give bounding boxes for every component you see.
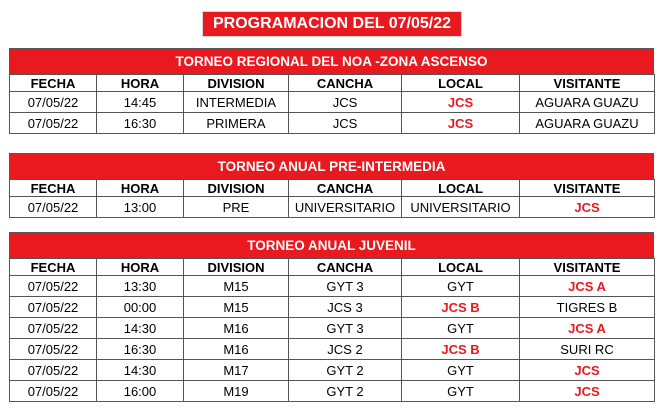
cell-local: JCS: [402, 92, 520, 113]
cell-cancha: UNIVERSITARIO: [289, 197, 402, 218]
header-fecha: FECHA: [10, 259, 97, 276]
header-cancha: CANCHA: [289, 180, 402, 197]
section-pre-intermedia: [9, 153, 654, 218]
cell-division: M16: [184, 339, 289, 360]
cell-hora: 14:30: [97, 318, 184, 339]
cell-visitante: SURI RC: [520, 339, 655, 360]
cell-cancha: JCS 2: [289, 339, 402, 360]
header-division: DIVISION: [184, 180, 289, 197]
cell-local: UNIVERSITARIO: [402, 197, 520, 218]
cell-hora: 14:45: [97, 92, 184, 113]
cell-hora: 16:30: [97, 113, 184, 134]
cell-visitante: JCS: [520, 360, 655, 381]
schedule-table: [9, 258, 655, 402]
header-fecha: FECHA: [10, 75, 97, 92]
table-row: [10, 113, 655, 134]
cell-fecha: 07/05/22: [10, 339, 97, 360]
cell-division: M19: [184, 381, 289, 402]
header-local: LOCAL: [402, 75, 520, 92]
section-title: TORNEO ANUAL PRE-INTERMEDIA: [9, 153, 654, 179]
table-row: [10, 381, 655, 402]
schedule-table: [9, 179, 655, 218]
header-visitante: VISITANTE: [520, 180, 655, 197]
cell-cancha: JCS: [289, 92, 402, 113]
header-row: [10, 180, 655, 197]
header-local: LOCAL: [402, 180, 520, 197]
page-title: PROGRAMACION DEL 07/05/22: [202, 11, 462, 37]
cell-hora: 13:00: [97, 197, 184, 218]
cell-local: JCS B: [402, 297, 520, 318]
cell-visitante: AGUARA GUAZU: [520, 92, 655, 113]
cell-visitante: JCS A: [520, 318, 655, 339]
header-cancha: CANCHA: [289, 75, 402, 92]
cell-division: M16: [184, 318, 289, 339]
cell-fecha: 07/05/22: [10, 197, 97, 218]
cell-local: GYT: [402, 276, 520, 297]
cell-cancha: GYT 3: [289, 276, 402, 297]
header-hora: HORA: [97, 259, 184, 276]
cell-cancha: JCS: [289, 113, 402, 134]
cell-local: GYT: [402, 360, 520, 381]
table-row: [10, 339, 655, 360]
cell-fecha: 07/05/22: [10, 113, 97, 134]
cell-visitante: JCS: [520, 381, 655, 402]
cell-local: GYT: [402, 318, 520, 339]
cell-visitante: AGUARA GUAZU: [520, 113, 655, 134]
table-row: [10, 197, 655, 218]
section-title: TORNEO ANUAL JUVENIL: [9, 232, 654, 258]
cell-division: M15: [184, 297, 289, 318]
cell-visitante: JCS: [520, 197, 655, 218]
cell-local: JCS: [402, 113, 520, 134]
cell-hora: 13:30: [97, 276, 184, 297]
header-cancha: CANCHA: [289, 259, 402, 276]
cell-fecha: 07/05/22: [10, 318, 97, 339]
cell-hora: 14:30: [97, 360, 184, 381]
cell-cancha: GYT 3: [289, 318, 402, 339]
cell-local: GYT: [402, 381, 520, 402]
cell-hora: 00:00: [97, 297, 184, 318]
cell-division: M17: [184, 360, 289, 381]
cell-fecha: 07/05/22: [10, 297, 97, 318]
section-title: TORNEO REGIONAL DEL NOA -ZONA ASCENSO: [9, 48, 654, 74]
cell-fecha: 07/05/22: [10, 381, 97, 402]
table-row: [10, 318, 655, 339]
cell-visitante: TIGRES B: [520, 297, 655, 318]
table-row: [10, 276, 655, 297]
section-juvenil: [9, 232, 654, 402]
cell-visitante: JCS A: [520, 276, 655, 297]
cell-division: PRIMERA: [184, 113, 289, 134]
header-visitante: VISITANTE: [520, 75, 655, 92]
cell-cancha: GYT 2: [289, 360, 402, 381]
cell-fecha: 07/05/22: [10, 92, 97, 113]
header-division: DIVISION: [184, 259, 289, 276]
table-row: [10, 360, 655, 381]
cell-local: JCS B: [402, 339, 520, 360]
cell-division: INTERMEDIA: [184, 92, 289, 113]
cell-fecha: 07/05/22: [10, 276, 97, 297]
header-division: DIVISION: [184, 75, 289, 92]
header-row: [10, 259, 655, 276]
section-regional-noa: [9, 48, 654, 134]
cell-hora: 16:30: [97, 339, 184, 360]
cell-cancha: GYT 2: [289, 381, 402, 402]
table-row: [10, 297, 655, 318]
header-hora: HORA: [97, 75, 184, 92]
cell-hora: 16:00: [97, 381, 184, 402]
table-row: [10, 92, 655, 113]
header-visitante: VISITANTE: [520, 259, 655, 276]
cell-fecha: 07/05/22: [10, 360, 97, 381]
header-local: LOCAL: [402, 259, 520, 276]
cell-cancha: JCS 3: [289, 297, 402, 318]
cell-division: PRE: [184, 197, 289, 218]
header-row: [10, 75, 655, 92]
cell-division: M15: [184, 276, 289, 297]
header-hora: HORA: [97, 180, 184, 197]
schedule-table: [9, 74, 655, 134]
header-fecha: FECHA: [10, 180, 97, 197]
